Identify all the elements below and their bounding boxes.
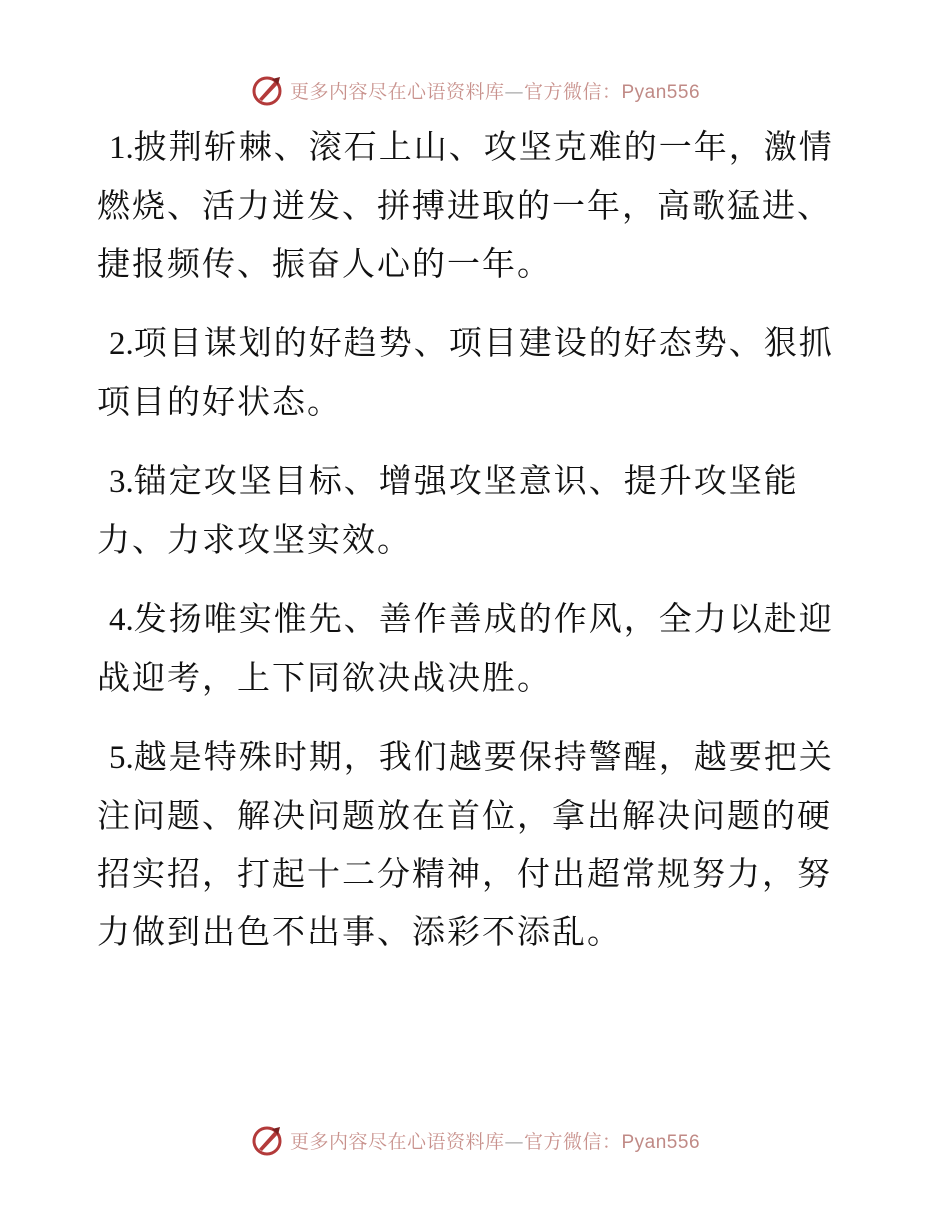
item-text: 锚定攻坚目标、增强攻坚意识、提升攻坚能力、力求攻坚实效。 bbox=[97, 461, 799, 559]
quill-pen-seal-icon bbox=[250, 73, 284, 107]
list-item-3 bbox=[97, 452, 857, 569]
item-text: 披荆斩棘、滚石上山、攻坚克难的一年，激情燃烧、活力迸发、拼搏进取的一年，高歌猛进、捷报频传、振奋人心的一年。 bbox=[97, 127, 834, 283]
watermark-text bbox=[290, 1127, 700, 1154]
item-text: 项目谋划的好趋势、项目建设的好态势、狠抓项目的好状态。 bbox=[97, 323, 834, 421]
item-text: 发扬唯实惟先、善作善成的作风，全力以赴迎战迎考，上下同欲决战决胜。 bbox=[97, 599, 834, 697]
list-item-4 bbox=[97, 590, 857, 707]
item-number: 1. bbox=[109, 130, 134, 166]
watermark-brand: 更多内容尽在心语资料库 bbox=[289, 1130, 505, 1153]
list-item-2 bbox=[97, 314, 857, 431]
item-number: 2. bbox=[109, 326, 134, 362]
document-body bbox=[97, 118, 857, 982]
item-number: 3. bbox=[109, 464, 134, 500]
item-number: 5. bbox=[109, 740, 134, 776]
header-watermark bbox=[0, 70, 950, 110]
watermark-wechat-id: Pyan556 bbox=[621, 81, 701, 103]
quill-pen-seal-icon bbox=[250, 1123, 284, 1157]
list-item-5 bbox=[97, 728, 857, 961]
watermark-separator: — bbox=[504, 80, 524, 103]
list-item-1 bbox=[97, 118, 857, 293]
item-text: 越是特殊时期，我们越要保持警醒，越要把关注问题、解决问题放在首位，拿出解决问题的硬招实招，打起十二分精神，付出超常规努力，努力做到出色不出事、添彩不添乱。 bbox=[97, 737, 834, 951]
item-number: 4. bbox=[109, 602, 134, 638]
watermark-brand: 更多内容尽在心语资料库 bbox=[289, 80, 505, 103]
footer-watermark bbox=[0, 1120, 950, 1160]
watermark-official: 官方微信： bbox=[523, 1130, 622, 1153]
watermark-wechat-id: Pyan556 bbox=[621, 1131, 701, 1153]
watermark-text bbox=[290, 77, 700, 104]
watermark-official: 官方微信： bbox=[523, 80, 622, 103]
watermark-separator: — bbox=[504, 1130, 524, 1153]
